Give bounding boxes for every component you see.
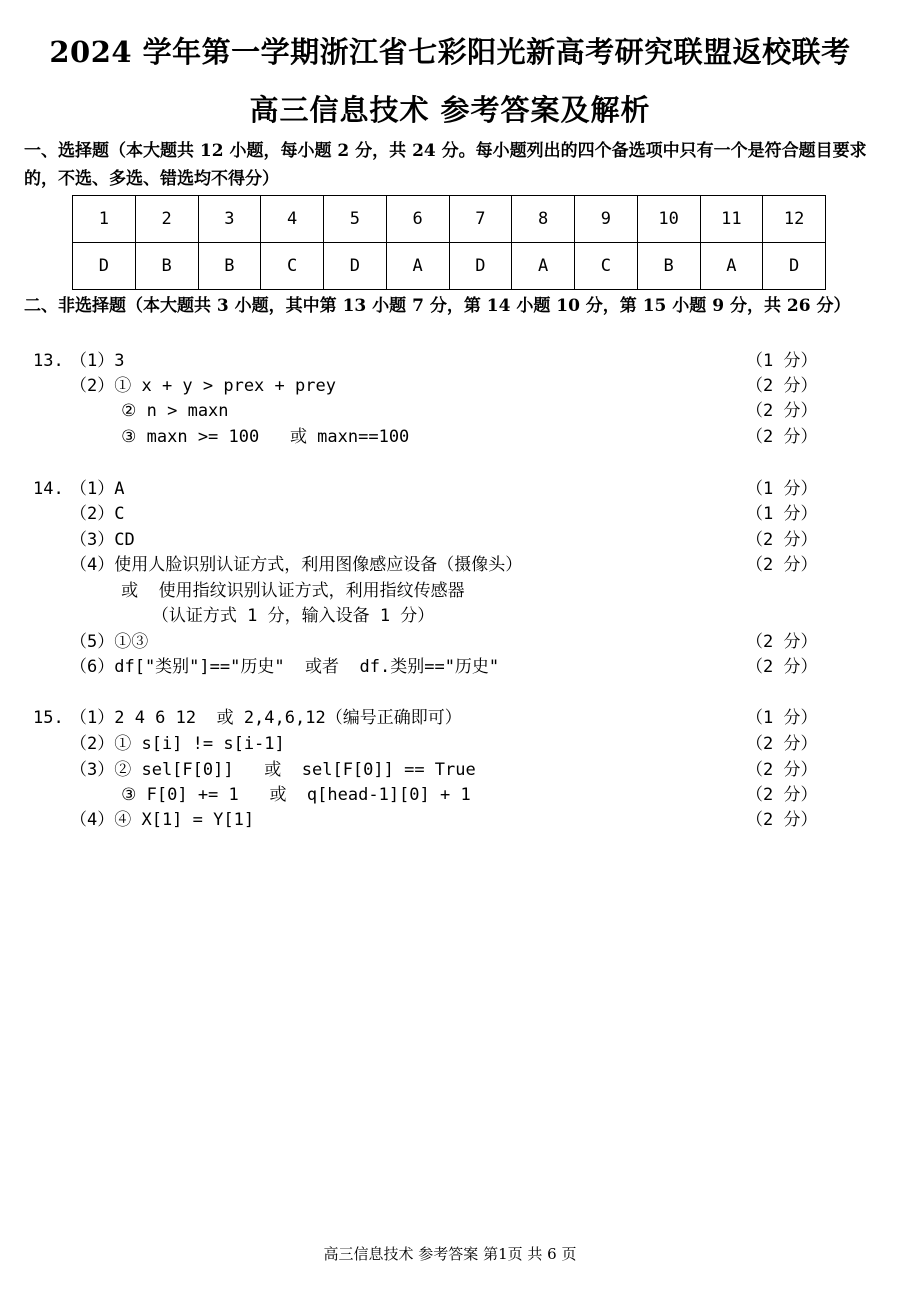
question-number-cell: 1: [73, 196, 136, 243]
answer-cell: A: [700, 243, 763, 290]
answer-text: （5）①③: [70, 632, 149, 652]
answer-table-answer-row: [73, 243, 826, 290]
answer-cell: B: [637, 243, 700, 290]
answer-cell: D: [763, 243, 826, 290]
answer-table: [72, 195, 826, 290]
points-label: （1 分）: [746, 479, 818, 499]
answer-text: （认证方式 1 分，输入设备 1 分）: [70, 606, 435, 626]
points-label: （2 分）: [746, 530, 818, 550]
question-number: 15.: [33, 708, 64, 728]
answer-line: [0, 783, 900, 808]
answer-cell: C: [575, 243, 638, 290]
answer-line: [0, 604, 900, 629]
points-label: （2 分）: [746, 401, 818, 421]
question-number-cell: 9: [575, 196, 638, 243]
answer-text: （3）② sel[F[0]] 或 sel[F[0]] == True: [70, 760, 476, 780]
answer-cell: B: [198, 243, 261, 290]
answer-line: [0, 630, 900, 655]
answer-text: （1）3: [70, 351, 125, 371]
answer-text: （6）df["类别"]=="历史" 或者 df.类别=="历史": [70, 657, 500, 677]
points-label: （1 分）: [746, 351, 818, 371]
answer-text: ② n > maxn: [70, 401, 229, 421]
points-label: （1 分）: [746, 504, 818, 524]
answer-cell: A: [386, 243, 449, 290]
answer-cell: D: [73, 243, 136, 290]
answer-text: （4）④ X[1] = Y[1]: [70, 810, 255, 830]
answer-line: [0, 399, 900, 424]
question-number-cell: 6: [386, 196, 449, 243]
question-number-cell: 7: [449, 196, 512, 243]
answer-text: （1）A: [70, 479, 125, 499]
answer-cell: D: [449, 243, 512, 290]
document-subtitle: 高三信息技术 参考答案及解析: [249, 93, 651, 127]
points-label: （2 分）: [746, 810, 818, 830]
answer-text: （3）CD: [70, 530, 135, 550]
answer-table-number-row: [73, 196, 826, 243]
question-number-cell: 5: [324, 196, 387, 243]
question-number: 13.: [33, 351, 64, 371]
answer-line: [0, 758, 900, 783]
question-number-cell: 4: [261, 196, 324, 243]
answer-line: [0, 477, 900, 502]
points-label: （2 分）: [746, 427, 818, 447]
answer-line: [0, 425, 900, 450]
page-footer: 高三信息技术 参考答案 第1页 共 6 页: [323, 1245, 577, 1263]
answer-cell: B: [135, 243, 198, 290]
answer-line: [0, 808, 900, 833]
answer-line: [0, 732, 900, 757]
answer-line: [0, 528, 900, 553]
answer-cell: A: [512, 243, 575, 290]
answer-text: （4）使用人脸识别认证方式，利用图像感应设备（摄像头）: [70, 555, 523, 575]
question-number-cell: 3: [198, 196, 261, 243]
answer-line: [0, 502, 900, 527]
question-number-cell: 8: [512, 196, 575, 243]
answer-line: [0, 553, 900, 578]
answer-text: （2）C: [70, 504, 125, 524]
question-number: 14.: [33, 479, 64, 499]
answer-text: （2）① x + y > prex + prey: [70, 376, 336, 396]
answer-cell: C: [261, 243, 324, 290]
question-number-cell: 11: [700, 196, 763, 243]
points-label: （2 分）: [746, 734, 818, 754]
points-label: （2 分）: [746, 657, 818, 677]
points-label: （2 分）: [746, 632, 818, 652]
points-label: （2 分）: [746, 760, 818, 780]
document-title: 2024 学年第一学期浙江省七彩阳光新高考研究联盟返校联考: [49, 35, 851, 69]
answer-text: 或 使用指纹识别认证方式，利用指纹传感器: [70, 581, 465, 601]
answer-text: ③ maxn >= 100 或 maxn==100: [70, 427, 410, 447]
answer-line: [0, 374, 900, 399]
answer-line: [0, 706, 900, 731]
section1-heading: 一、选择题（本大题共 12 小题，每小题 2 分，共 24 分。每小题列出的四个备选项中只有一个是符合题目要求的，不选、多选、错选均不得分）: [24, 141, 867, 189]
section2-heading: 二、非选择题（本大题共 3 小题，其中第 13 小题 7 分，第 14 小题 10 分，第 15 小题 9 分，共 26 分）: [24, 296, 851, 316]
points-label: （2 分）: [746, 376, 818, 396]
points-label: （2 分）: [746, 785, 818, 805]
question-number-cell: 10: [637, 196, 700, 243]
answer-text: （1）2 4 6 12 或 2,4,6,12（编号正确即可）: [70, 708, 462, 728]
points-label: （1 分）: [746, 708, 818, 728]
answer-line: [0, 655, 900, 680]
answer-line: [0, 579, 900, 604]
question-number-cell: 12: [763, 196, 826, 243]
points-label: （2 分）: [746, 555, 818, 575]
answer-text: （2）① s[i] != s[i-1]: [70, 734, 285, 754]
answer-line: [0, 349, 900, 374]
question-number-cell: 2: [135, 196, 198, 243]
answer-cell: D: [324, 243, 387, 290]
answer-text: ③ F[0] += 1 或 q[head-1][0] + 1: [70, 785, 471, 805]
